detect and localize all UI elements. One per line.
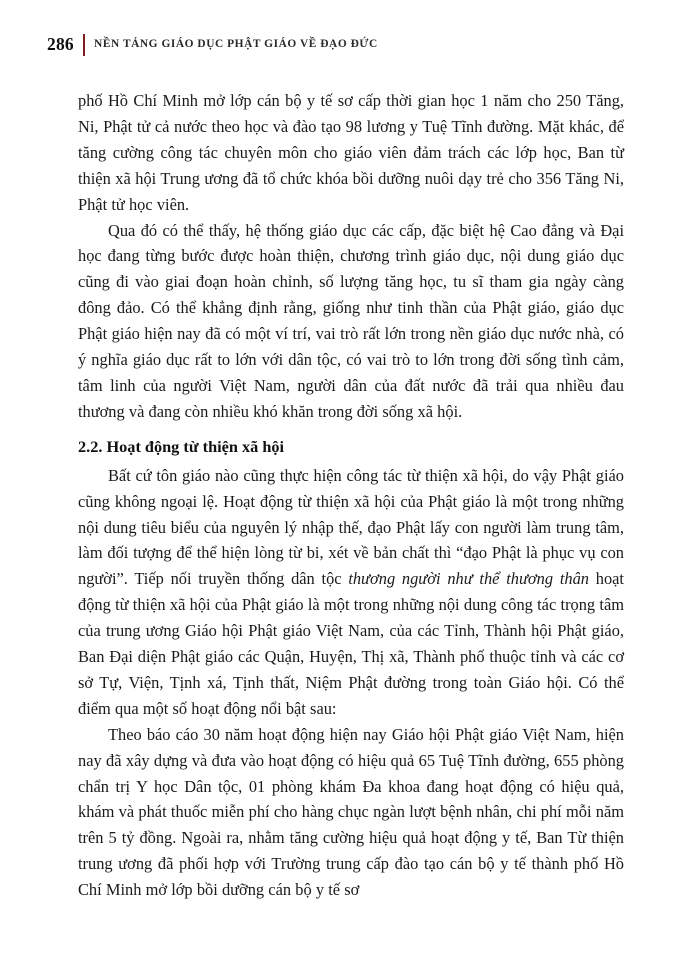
- paragraph-continuation: phố Hồ Chí Minh mở lớp cán bộ y tế sơ cấp thời gian học 1 năm cho 250 Tăng, Ni, Phật tử cả nước theo học và đào tạo 98 lương y Tuệ Tĩnh đường. Mặt khác, để tăng cường công tác chuyên môn cho giáo viên đảm trách các lớp học, Ban từ thiện xã hội Trung ương đã tổ chức khóa bồi dưỡng nuôi dạy trẻ cho 356 Tăng Ni, Phật tử học viên.: [78, 91, 624, 214]
- paragraph-charity-intro: [78, 463, 624, 722]
- paragraph-charity-intro-emphasis: thương người như thể thương thân: [348, 569, 589, 589]
- page-number: 286: [47, 34, 74, 55]
- paragraph-charity-intro-text-1: Bất cứ tôn giáo nào cũng thực hiện công tác từ thiện xã hội, do vậy Phật giáo cũng không ngoại lệ. Hoạt động từ thiện xã hội của Phật giáo là một trong những nội dung tiêu biểu của nguyên lý nhập thế, đạo Phật lấy con người làm trung tâm, làm đối tượng để thể hiện lòng từ bi, xét về bản chất thì “đạo Phật là phục vụ con người”. Tiếp nối truyền thống dân tộc: [78, 465, 624, 589]
- running-head-title: NỀN TẢNG GIÁO DỤC PHẬT GIÁO VỀ ĐẠO ĐỨC: [94, 38, 378, 51]
- paragraph-summary-education: Qua đó có thể thấy, hệ thống giáo dục các cấp, đặc biệt hệ Cao đẳng và Đại học đang từng bước được hoàn thiện, chương trình giáo dục, nội dung giáo dục cũng đi vào giai đoạn hoàn chỉnh, số lượng tăng học, tu sĩ tham gia ngày càng đông đảo. Có thể khẳng định rằng, giống như tinh thần của Phật giáo, giáo dục Phật giáo hiện nay đã có một ví trí, vai trò rất lớn trong nền giáo dục nước nhà, có ý nghĩa giáo dục rất to lớn với dân tộc, có vai trò to lớn trong đời sống tình cảm, tâm linh của người Việt Nam, người dân của đất nước đã trải qua nhiều đau thương và đang còn nhiều khó khăn trong đời sống xã hội.: [78, 220, 624, 421]
- section-heading-2-2: 2.2. Hoạt động từ thiện xã hội: [78, 436, 285, 456]
- paragraph-report-statistics: Theo báo cáo 30 năm hoạt động hiện nay Giáo hội Phật giáo Việt Nam, hiện nay đã xây dựng và đưa vào hoạt động có hiệu quả 65 Tuệ Tĩnh đường, 655 phòng chẩn trị Y học Dân tộc, 01 phòng khám Đa khoa đang hoạt động có hiệu quả, khám và phát thuốc miễn phí cho hàng chục ngàn lượt bệnh nhân, chi phí mỗi năm trên 5 tỷ đồng. Ngoài ra, nhằm tăng cường hiệu quả hoạt động y tế, Ban Từ thiện trung ương đã phối hợp với Trường trung cấp đào tạo cán bộ y tế thành phố Hồ Chí Minh mở lớp bồi dưỡng cán bộ y tế sơ: [78, 724, 624, 900]
- running-head: [47, 30, 647, 60]
- text-block: [78, 88, 624, 903]
- paragraph-charity-intro-text-2: hoạt động từ thiện xã hội của Phật giáo là một trong những nội dung công tác trọng tâm của trung ương Giáo hội Phật giáo Việt Nam, của các Tỉnh, Thành hội Phật giáo, Ban Đại diện Phật giáo các Quận, Huyện, Thị xã, Thành phố thuộc tỉnh và các cơ sở Tự, Viện, Tịnh xá, Tịnh thất, Niệm Phật đường trong toàn Giáo hội. Có thể điểm qua một số hoạt động nổi bật sau:: [78, 569, 624, 718]
